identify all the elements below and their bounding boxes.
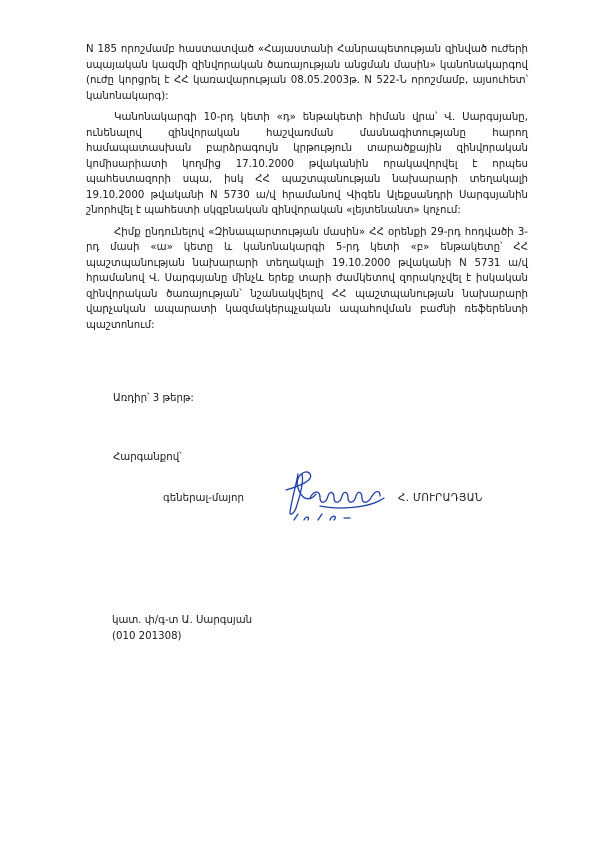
executor-block [112,613,252,644]
executor-phone: (010 201308) [112,630,182,642]
letter-body [86,42,528,339]
regards-line: Հարգանքով՝ [113,452,182,463]
handwritten-signature [280,468,402,526]
executor-name: կատ. փ/գ-տ Ա. Սարգսյան [112,615,253,626]
signer-rank: գեներալ-մայոր [163,493,244,504]
attachment-note: Առդիր՝ 3 թերթ: [113,393,194,404]
paragraph-regulation-reference: N 185 որոշմամբ հաստատված «Հայաստանի Հանրապետության զինված ուժերի սպայական կազմի զինվորական ծառայության անցման մասին» կանոնակարգով (ուժը կորցրել է ՀՀ կառավարության 08.05.2003թ. N 522-Ն որոշմամբ, այսուհետ՝ կանոնակարգ): [86,44,528,102]
signer-name: Հ. ՄՈՒՐԱԴՅԱՆ [398,493,483,504]
paragraph-officer-qualification: Կանոնակարգի 10-րդ կետի «դ» ենթակետի հիման վրա՝ Վ. Սարգսյանը, ունենալով զինվորական հաշվառման մասնագիտությանը հարող համապատասխան բարձրագույն կրթություն տարածքային զինվորական կոմիսարիատի կողմից 17.10.2000 թվականին որակավորվել է որպես պահեստազորի սպա, իսկ ՀՀ պաշտպանության նախարարի տեղակալի 19.10.2000 թվականի N 5730 ա/վ հրամանով Վիգեն Ալեքսանդրի Սարգսյանին շնորհվել է պահեստի սկզբնական զինվորական «լեյտենանտ» կոչում: [86,112,528,216]
paragraph-conscription-order: Հիմք ընդունելով «Զինապարտության մասին» ՀՀ օրենքի 29-րդ հոդվածի 3-րդ մասի «ա» կետը և կանոնակարգի 5-րդ կետի «բ» ենթակետը՝ ՀՀ պաշտպանության նախարարի տեղակալի 19.10.2000 թվականի N 5731 ա/վ հրամանով Վ. Սարգսյանը մինչև երեք տարի ժամկետով զորակոչվել է իսկական զինվորական ծառայության՝ նշանակվելով ՀՀ պաշտպանության նախարարի վարչական ապարատի կազմակերպչական ապահովման բաժնի ռեֆերենտի պաշտոնում: [86,226,528,331]
